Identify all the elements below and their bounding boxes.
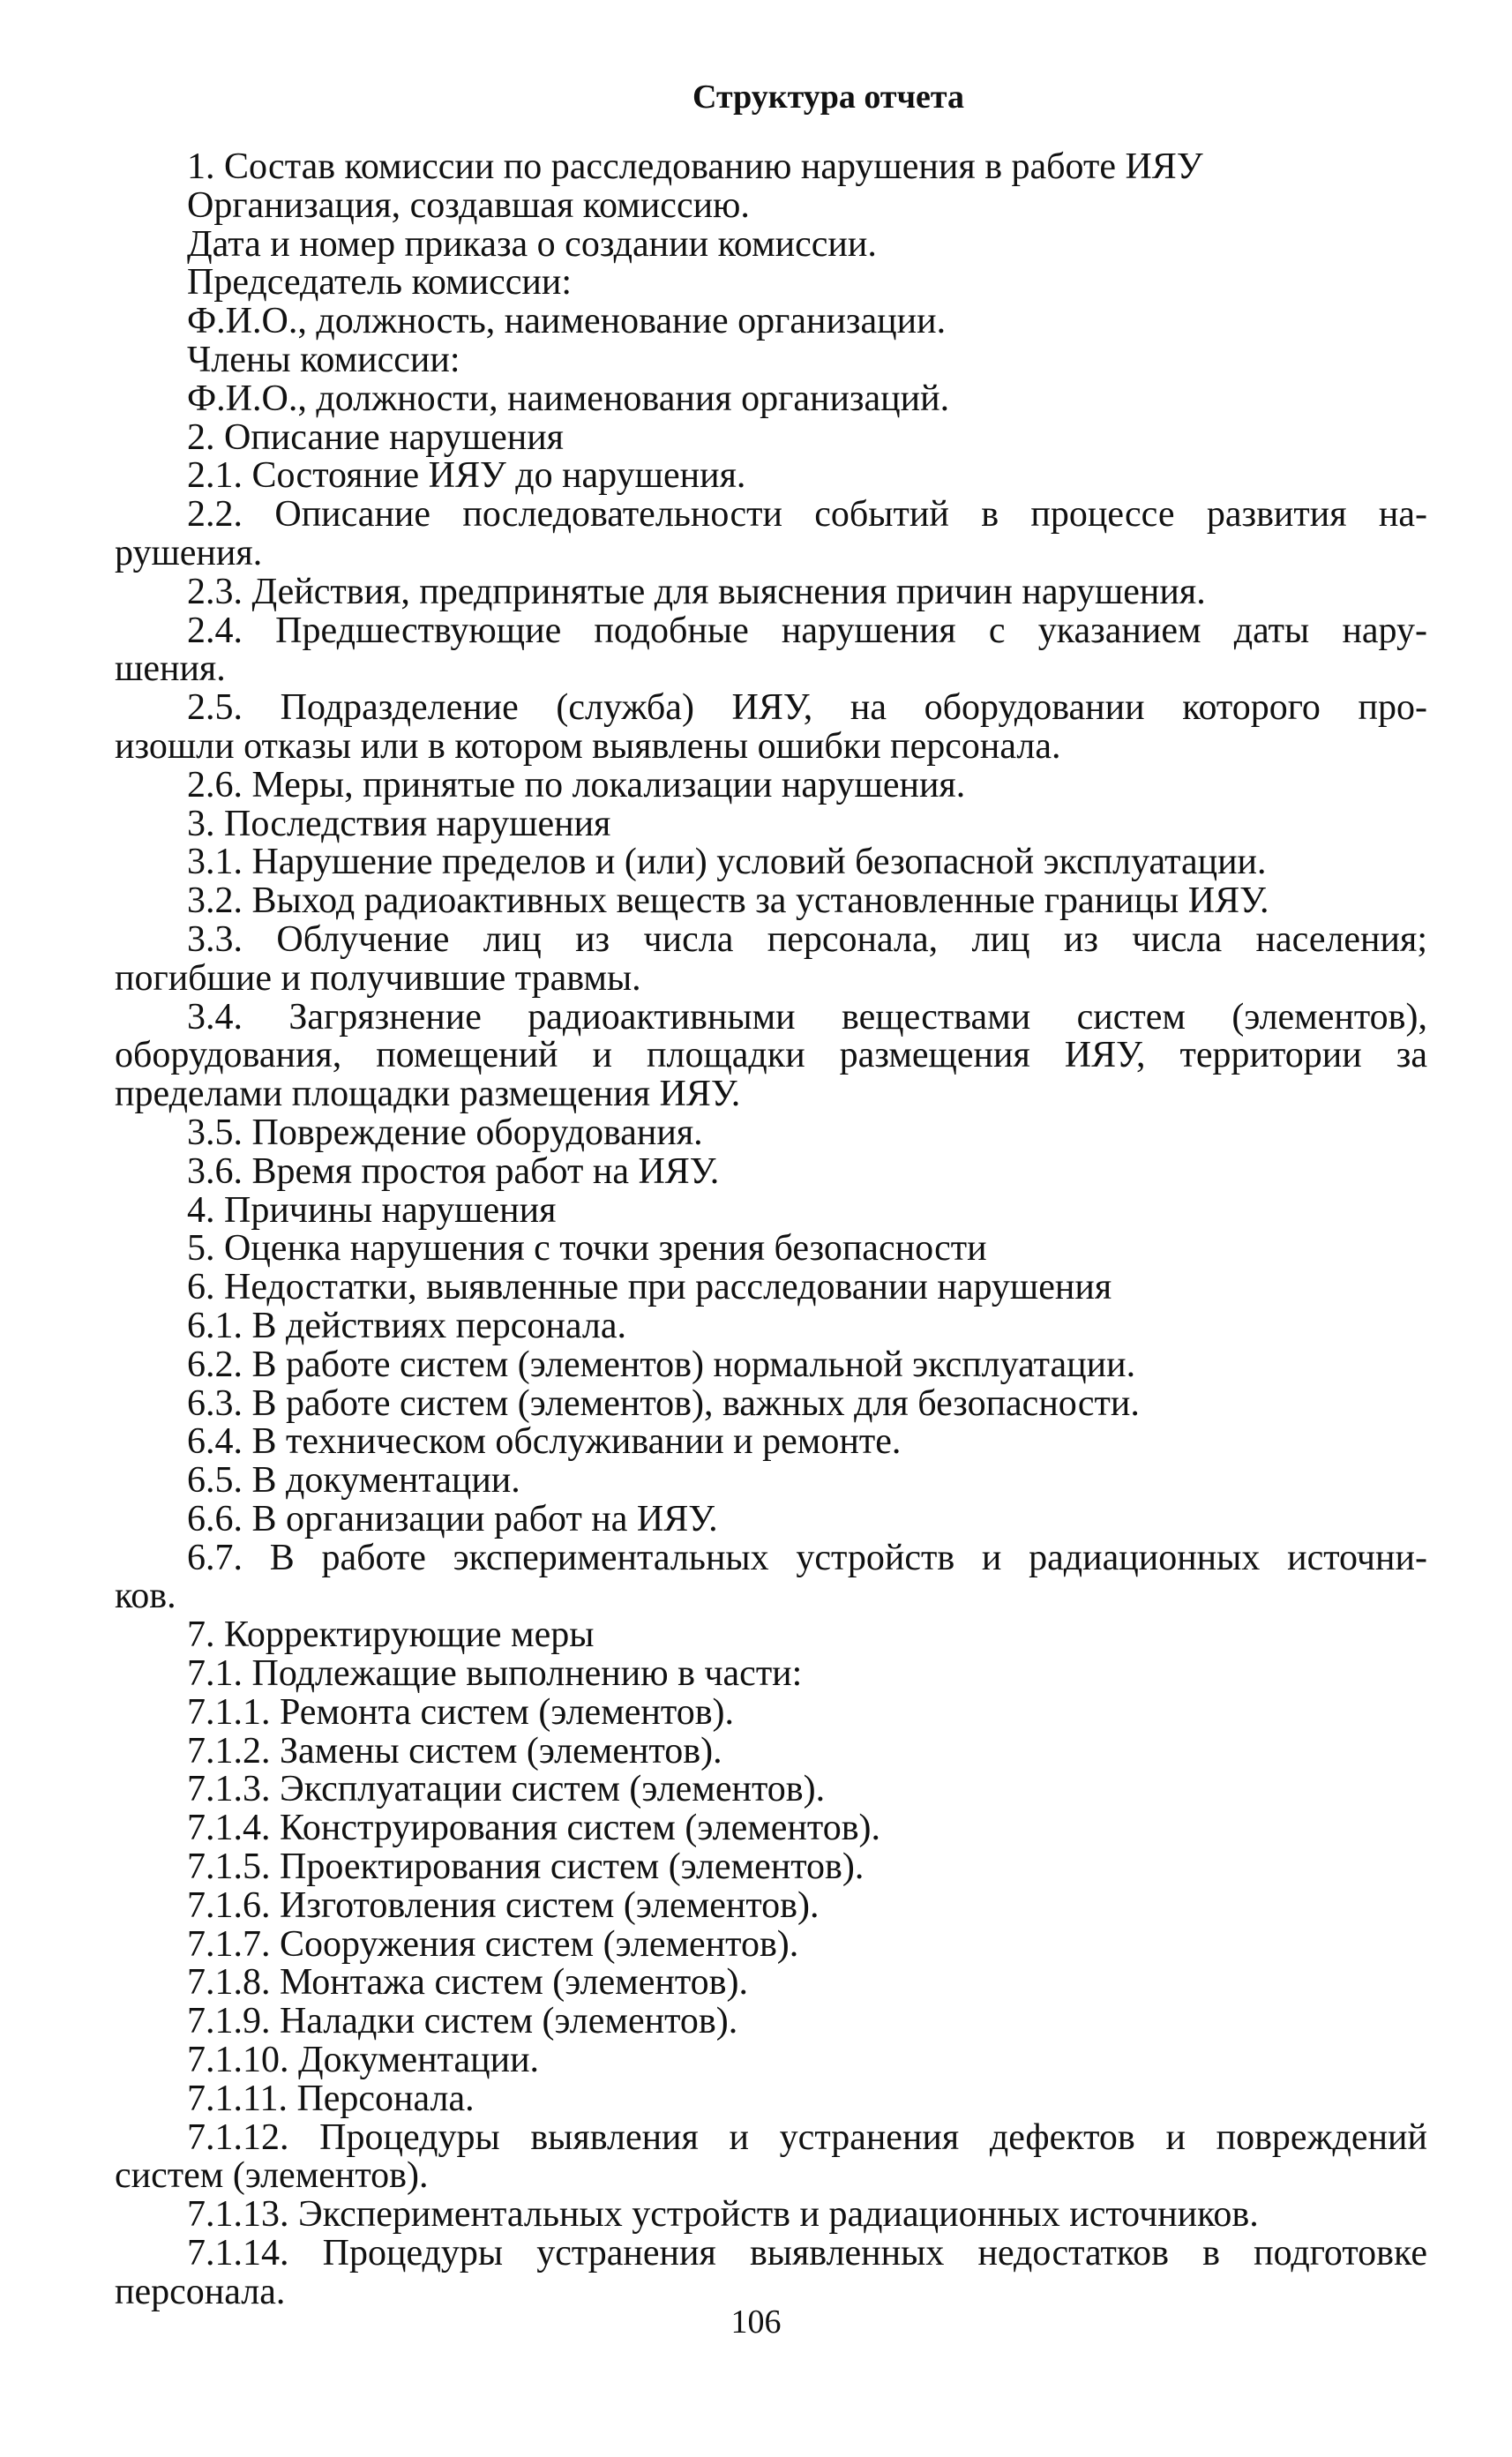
text-line: 3.3. Облучение лиц из числа персонала, лиц из числа населения;: [187, 918, 1427, 960]
text-line: 7.1.10. Документации.: [187, 2040, 540, 2081]
text-line: 7.1.5. Проектирования систем (элементов).: [187, 1846, 865, 1888]
text-line: 7.1.8. Монтажа систем (элементов).: [187, 1962, 748, 2004]
text-line: 7.1.11. Персонала.: [187, 2078, 475, 2119]
text-line: Председатель комиссии:: [187, 262, 572, 303]
text-line: 6.3. В работе систем (элементов), важных для безопасности.: [187, 1382, 1140, 1424]
text-line: 6.5. В документации.: [187, 1460, 520, 1502]
text-line: Ф.И.О., должности, наименования организаций.: [187, 378, 950, 419]
text-line: 7.1.2. Замены систем (элементов).: [187, 1730, 722, 1772]
text-line: 5. Оценка нарушения с точки зрения безопасности: [187, 1228, 987, 1270]
report-structure-list: [115, 148, 1427, 2312]
text-line: 7.1. Подлежащие выполнению в части:: [187, 1653, 803, 1695]
text-line: 7.1.7. Сооружения систем (элементов).: [187, 1923, 799, 1965]
text-line: 2.2. Описание последовательности событий в процессе развития на-: [187, 494, 1427, 536]
text-line: 7.1.4. Конструирования систем (элементов).: [187, 1808, 881, 1849]
text-line: 3.5. Повреждение оборудования.: [187, 1112, 703, 1153]
text-line: 6.4. В техническом обслуживании и ремонте.: [187, 1421, 902, 1463]
page-title: Структура отчета: [692, 79, 964, 116]
text-line: рушения.: [115, 532, 263, 573]
text-line: 3.4. Загрязнение радиоактивными веществами систем (элементов),: [187, 996, 1427, 1037]
text-line: 2.5. Подразделение (служба) ИЯУ, на оборудовании которого про-: [187, 687, 1427, 729]
text-line: 3. Последствия нарушения: [187, 803, 611, 844]
text-line: ков.: [115, 1576, 176, 1617]
text-line: 3.2. Выход радиоактивных веществ за установленные границы ИЯУ.: [187, 880, 1269, 922]
text-line: 7.1.13. Экспериментальных устройств и радиационных источников.: [187, 2194, 1259, 2236]
text-line: 6.1. В действиях персонала.: [187, 1305, 626, 1346]
text-line: 3.1. Нарушение пределов и (или) условий безопасной эксплуатации.: [187, 842, 1267, 883]
text-line: Организация, создавшая комиссию.: [187, 184, 750, 226]
document-page: [115, 72, 1427, 2312]
text-line: 1. Состав комиссии по расследованию нарушения в работе ИЯУ: [187, 146, 1203, 187]
text-line: Ф.И.О., должность, наименование организации.: [187, 301, 947, 342]
text-line: 6. Недостатки, выявленные при расследовании нарушения: [187, 1267, 1112, 1308]
text-line: оборудования, помещений и площадки размещения ИЯУ, территории за: [115, 1035, 1427, 1076]
text-line: 3.6. Время простоя работ на ИЯУ.: [187, 1150, 720, 1192]
text-line: погибшие и получившие травмы.: [115, 957, 641, 999]
text-line: 6.2. В работе систем (элементов) нормальной эксплуатации.: [187, 1344, 1136, 1385]
text-line: 6.7. В работе экспериментальных устройств и радиационных источни-: [187, 1537, 1427, 1578]
page-number: 106: [730, 2303, 782, 2341]
text-line: 2.4. Предшествующие подобные нарушения с указанием даты нару-: [187, 610, 1427, 651]
text-line: Члены комиссии:: [187, 339, 460, 380]
text-line: персонала.: [115, 2271, 286, 2312]
text-line: 2. Описание нарушения: [187, 416, 564, 458]
text-line: шения.: [115, 648, 226, 690]
text-line: 2.6. Меры, принятые по локализации нарушения.: [187, 764, 966, 805]
text-line: 2.3. Действия, предпринятые для выяснения причин нарушения.: [187, 571, 1206, 612]
text-line: изошли отказы или в котором выявлены ошибки персонала.: [115, 725, 1061, 767]
text-line: 4. Причины нарушения: [187, 1189, 557, 1231]
text-line: 7.1.3. Эксплуатации систем (элементов).: [187, 1769, 826, 1810]
text-line: 6.6. В организации работ на ИЯУ.: [187, 1498, 718, 1539]
text-line: Дата и номер приказа о создании комиссии.: [187, 223, 877, 265]
text-line: 7.1.12. Процедуры выявления и устранения дефектов и повреждений: [187, 2116, 1427, 2158]
text-line: 7.1.14. Процедуры устранения выявленных недостатков в подготовке: [187, 2233, 1427, 2274]
text-line: 2.1. Состояние ИЯУ до нарушения.: [187, 455, 746, 497]
text-line: систем (элементов).: [115, 2155, 429, 2197]
text-line: 7. Корректирующие меры: [187, 1614, 595, 1656]
text-line: 7.1.9. Наладки систем (элементов).: [187, 2001, 738, 2042]
text-line: 7.1.6. Изготовления систем (элементов).: [187, 1884, 820, 1926]
text-line: 7.1.1. Ремонта систем (элементов).: [187, 1691, 735, 1733]
text-line: пределами площадки размещения ИЯУ.: [115, 1074, 741, 1115]
